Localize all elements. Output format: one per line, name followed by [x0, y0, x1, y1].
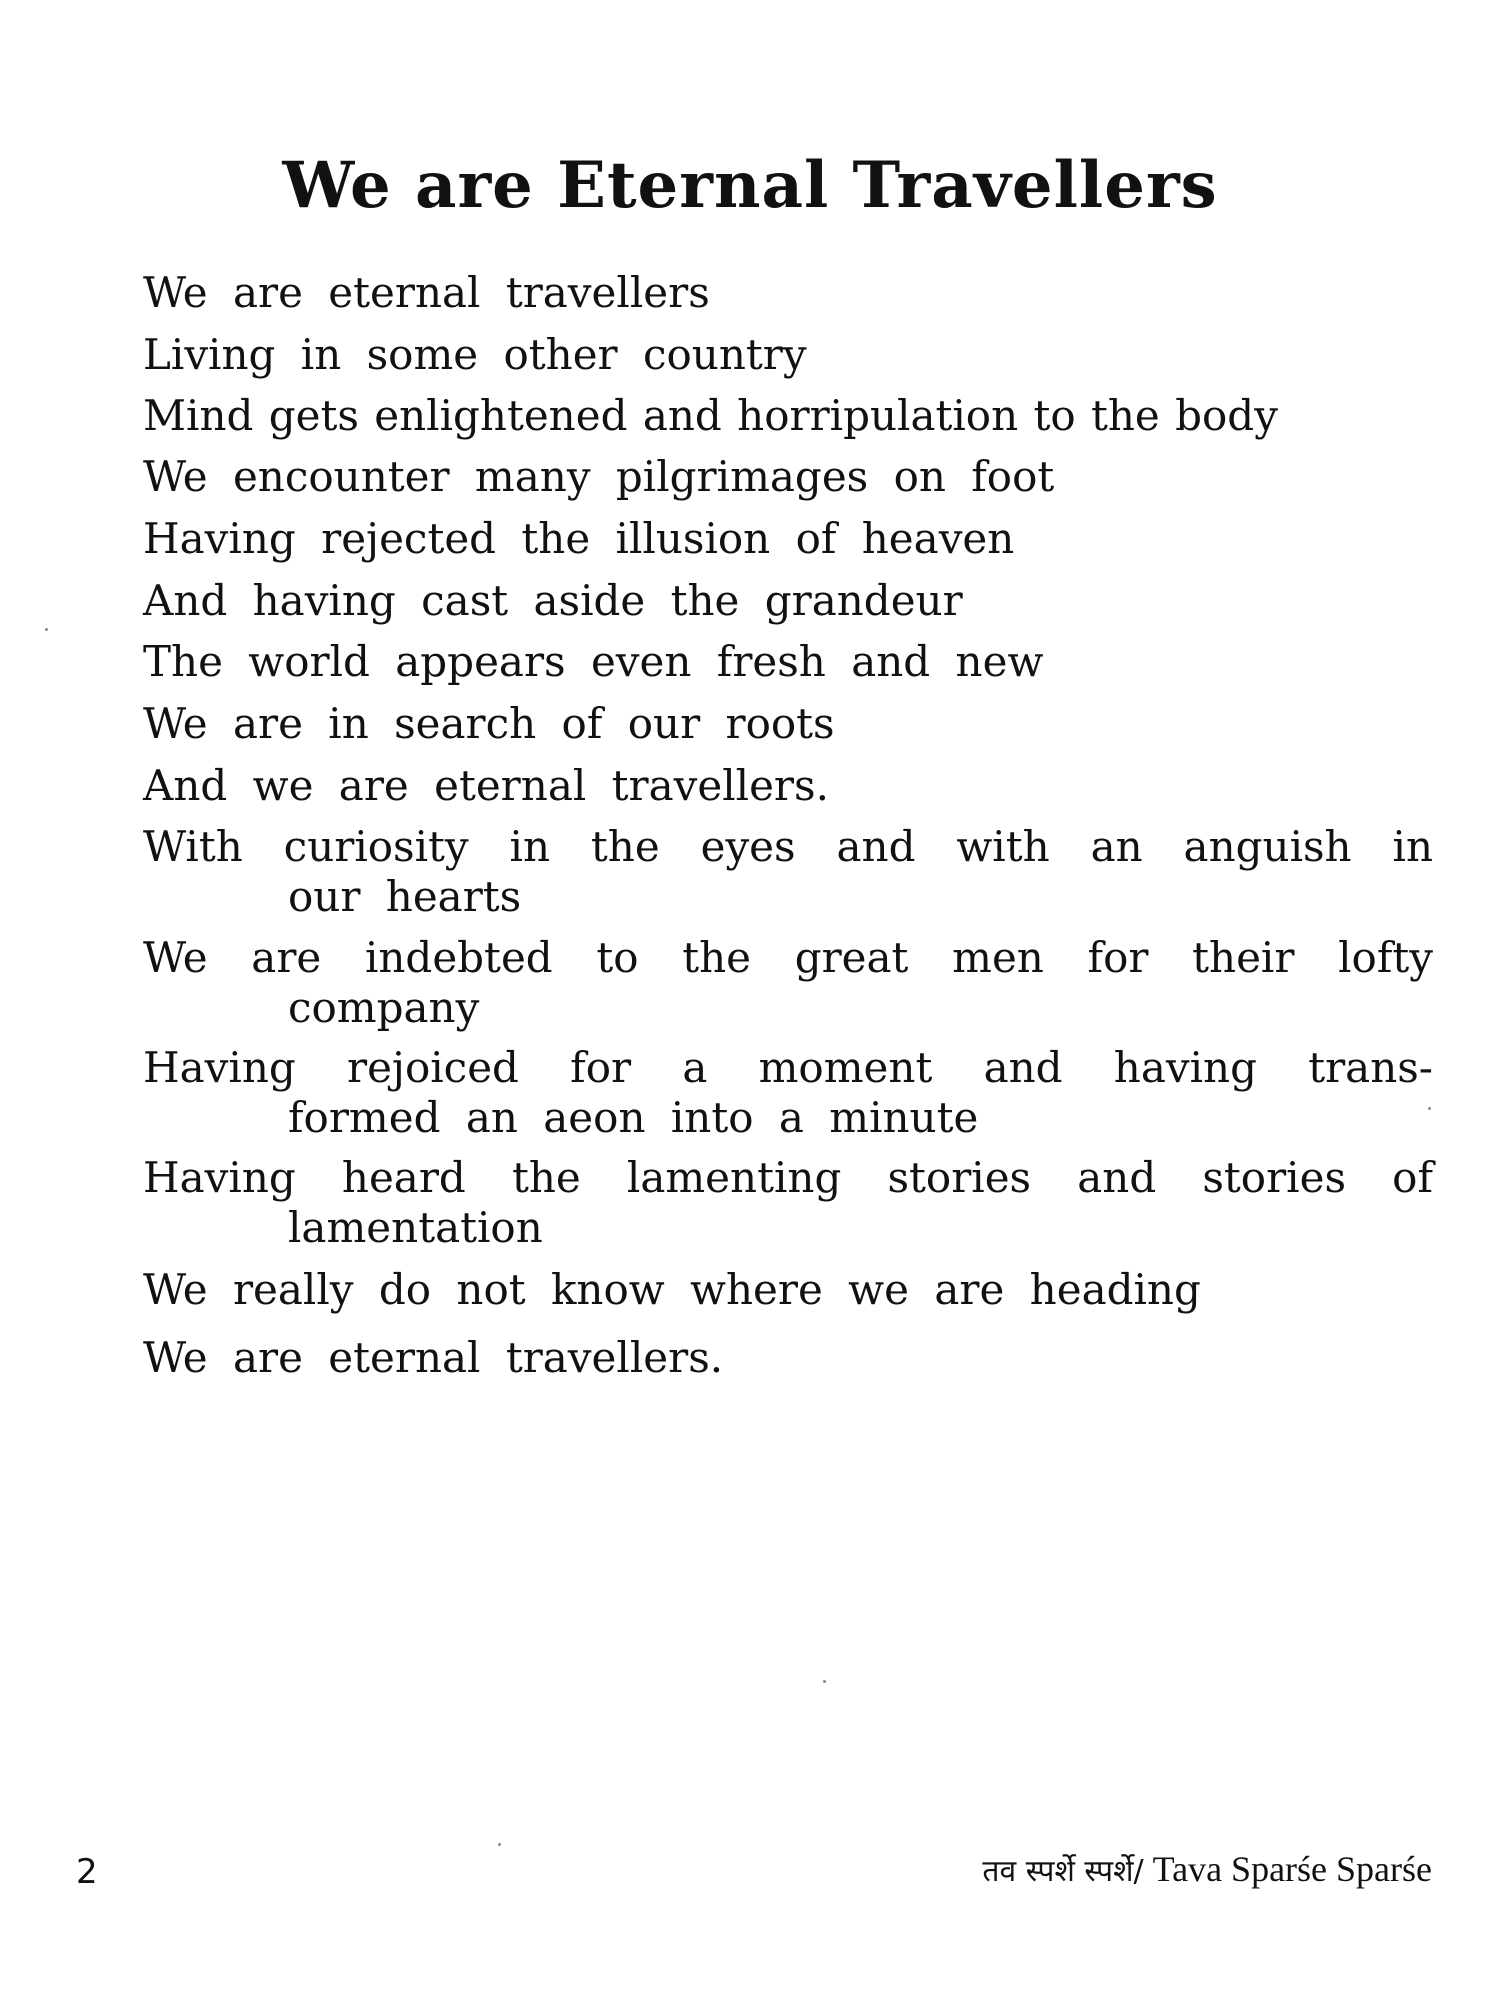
poem-line: The world appears even fresh and new: [143, 637, 1044, 686]
poem-stanza: [143, 1153, 1433, 1253]
poem-line: We are indebted to the great men for their lofty: [143, 933, 1433, 982]
page-number: 2: [76, 1852, 98, 1892]
poem-stanza: [143, 933, 1433, 1033]
poem-line-continuation: formed an aeon into a minute: [288, 1093, 979, 1142]
poem-line-continuation: company: [288, 983, 480, 1032]
poem-line: We are eternal travellers.: [143, 1333, 724, 1382]
scan-speck: [1428, 1107, 1431, 1110]
poem-stanza: [143, 822, 1433, 922]
poem-line: Having rejected the illusion of heaven: [143, 514, 1015, 563]
poem-line: Mind gets enlightened and horripulation to the body: [143, 391, 1278, 440]
scan-speck: [823, 1680, 826, 1683]
scan-speck: [498, 1843, 501, 1846]
poem-line: Living in some other country: [143, 330, 807, 379]
poem-line: We really do not know where we are heading: [143, 1265, 1201, 1314]
running-footer: [982, 1848, 1432, 1890]
poem-line: Having rejoiced for a moment and having trans-: [143, 1043, 1433, 1092]
poem-line: We encounter many pilgrimages on foot: [143, 452, 1055, 501]
poem-line: With curiosity in the eyes and with an anguish in: [143, 822, 1433, 871]
poem-line: We are eternal travellers: [143, 268, 710, 317]
poem-line-continuation: lamentation: [288, 1203, 543, 1252]
poem-line-continuation: our hearts: [288, 872, 522, 921]
book-title-hindi: तव स्पर्शे स्पर्शे/: [982, 1854, 1144, 1889]
poem-stanza: [143, 1043, 1433, 1143]
scan-speck: [45, 628, 48, 631]
poem-line: And having cast aside the grandeur: [143, 576, 963, 625]
poem-line: We are in search of our roots: [143, 699, 835, 748]
poem-title: We are Eternal Travellers: [282, 148, 1218, 223]
poem-line: And we are eternal travellers.: [143, 761, 829, 810]
book-title-roman: Tava Sparśe Sparśe: [1143, 1849, 1432, 1889]
poem-line: Having heard the lamenting stories and stories of: [143, 1153, 1433, 1202]
